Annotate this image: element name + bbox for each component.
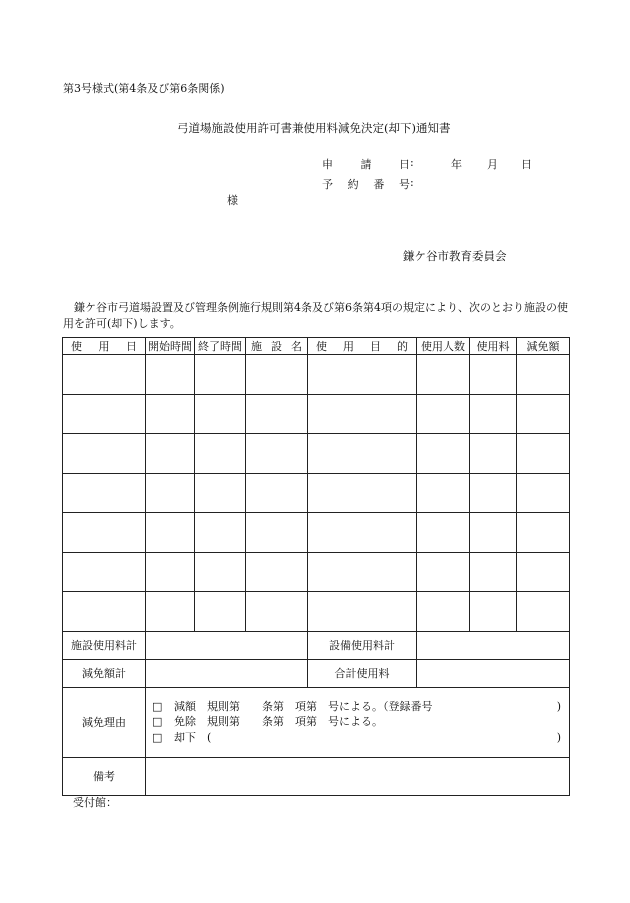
cell[interactable] — [195, 592, 246, 632]
remarks-field[interactable] — [146, 757, 570, 795]
header-purpose-char: 的 — [397, 340, 408, 353]
cell[interactable] — [308, 592, 417, 632]
cell[interactable] — [417, 552, 470, 592]
application-date-colon: : — [410, 156, 414, 169]
cell[interactable] — [470, 552, 517, 592]
reason-option-reduction[interactable] — [152, 699, 569, 715]
reason-close-paren — [551, 714, 569, 730]
cell[interactable] — [308, 394, 417, 434]
cell[interactable] — [246, 355, 308, 395]
reserve-char-4: 号 — [398, 178, 410, 191]
header-fee: 使用料 — [470, 338, 517, 355]
cell[interactable] — [63, 355, 146, 395]
facility-fee-total-field[interactable] — [146, 631, 308, 659]
cell[interactable] — [195, 473, 246, 513]
document-title: 弓道場施設使用許可書兼使用料減免決定(却下)通知書 — [177, 121, 451, 135]
reservation-number-label — [322, 176, 410, 192]
cell[interactable] — [470, 513, 517, 553]
cell[interactable] — [417, 394, 470, 434]
cell[interactable] — [195, 434, 246, 474]
header-people: 使用人数 — [417, 338, 470, 355]
reason-text: 免除 規則第 条第 項第 号による。 — [174, 715, 383, 729]
reduction-total-field[interactable] — [146, 659, 308, 687]
body-text: 鎌ケ谷市弓道場設置及び管理条例施行規則第4条及び第6条第4項の規定により、次のとおり施設の使用を許可(却下)します。 — [63, 301, 568, 330]
remarks-label: 備考 — [63, 757, 146, 795]
reserve-char-1: 予 — [322, 178, 333, 191]
cell[interactable] — [246, 513, 308, 553]
fee-total-row — [63, 631, 570, 659]
cell[interactable] — [63, 434, 146, 474]
cell[interactable] — [308, 513, 417, 553]
cell[interactable] — [63, 592, 146, 632]
cell[interactable] — [308, 434, 417, 474]
header-start-time: 開始時間 — [146, 338, 195, 355]
cell[interactable] — [63, 513, 146, 553]
cell[interactable] — [470, 394, 517, 434]
header-reduction: 減免額 — [517, 338, 570, 355]
table-row — [63, 394, 570, 434]
cell[interactable] — [308, 552, 417, 592]
table-row — [63, 355, 570, 395]
reason-text: 却下 ( — [174, 730, 212, 744]
reason-text: 減額 規則第 条第 項第 号による。（登録番号 — [174, 699, 433, 713]
reserve-char-2: 約 — [347, 178, 359, 191]
cell[interactable] — [470, 355, 517, 395]
date-month-label: 月 — [487, 158, 498, 171]
cell[interactable] — [417, 513, 470, 553]
cell[interactable] — [195, 552, 246, 592]
header-facility-char: 設 — [271, 340, 282, 353]
remarks-row — [63, 757, 570, 795]
cell[interactable] — [417, 473, 470, 513]
reduction-total-row — [63, 659, 570, 687]
cell[interactable] — [246, 394, 308, 434]
header-date — [63, 338, 146, 355]
cell[interactable] — [470, 434, 517, 474]
reason-close-paren: ) — [556, 730, 561, 744]
header-facility-char: 施 — [251, 340, 262, 353]
apply-char-2: 請 — [360, 158, 372, 171]
apply-char-3: 日 — [399, 158, 410, 171]
header-purpose — [308, 338, 417, 355]
header-date-char: 日 — [126, 340, 137, 353]
table-row — [63, 473, 570, 513]
header-end-time: 終了時間 — [195, 338, 246, 355]
header-facility — [246, 338, 308, 355]
cell[interactable] — [63, 394, 146, 434]
cell[interactable] — [308, 473, 417, 513]
cell[interactable] — [63, 552, 146, 592]
reservation-number-colon: : — [410, 176, 414, 189]
cell[interactable] — [470, 592, 517, 632]
cell[interactable] — [246, 473, 308, 513]
cell[interactable] — [308, 355, 417, 395]
header-purpose-char: 目 — [370, 340, 381, 353]
date-day-label: 日 — [521, 158, 532, 171]
grand-total-field[interactable] — [417, 659, 570, 687]
cell[interactable] — [517, 592, 570, 632]
issuer-name: 鎌ケ谷市教育委員会 — [403, 249, 507, 263]
reception-label: 受付館： — [73, 796, 117, 809]
reduction-reason-options — [146, 687, 570, 757]
cell[interactable] — [146, 592, 195, 632]
cell[interactable] — [517, 552, 570, 592]
header-purpose-char: 用 — [343, 340, 354, 353]
cell[interactable] — [517, 355, 570, 395]
reason-option-rejection[interactable] — [152, 730, 569, 746]
cell[interactable] — [517, 473, 570, 513]
checkbox[interactable]: □ — [152, 699, 163, 713]
equipment-fee-total-label: 設備使用料計 — [308, 631, 417, 659]
table-row — [63, 434, 570, 474]
grand-total-label: 合計使用料 — [308, 659, 417, 687]
application-date-label — [322, 156, 410, 172]
facility-fee-total-label: 施設使用料計 — [63, 631, 146, 659]
checkbox[interactable]: □ — [152, 715, 163, 729]
cell[interactable] — [246, 592, 308, 632]
cell[interactable] — [195, 355, 246, 395]
apply-char-1: 申 — [322, 158, 333, 171]
cell[interactable] — [246, 552, 308, 592]
cell[interactable] — [195, 394, 246, 434]
cell[interactable] — [146, 513, 195, 553]
reason-option-exemption[interactable] — [152, 714, 569, 730]
cell[interactable] — [517, 513, 570, 553]
reduction-total-label: 減免額計 — [63, 659, 146, 687]
table-row — [63, 513, 570, 553]
table-row — [63, 552, 570, 592]
cell[interactable] — [517, 434, 570, 474]
cell[interactable] — [146, 552, 195, 592]
cell[interactable] — [517, 394, 570, 434]
date-year-label: 年 — [451, 158, 462, 171]
form-number: 第3号様式(第4条及び第6条関係) — [63, 82, 225, 95]
equipment-fee-total-field[interactable] — [417, 631, 570, 659]
cell[interactable] — [417, 434, 470, 474]
cell[interactable] — [146, 394, 195, 434]
header-date-char: 使 — [71, 340, 82, 353]
cell[interactable] — [470, 473, 517, 513]
cell[interactable] — [146, 355, 195, 395]
recipient-honorific: 様 — [227, 194, 238, 207]
cell[interactable] — [417, 592, 470, 632]
cell[interactable] — [195, 513, 246, 553]
reserve-char-3: 番 — [373, 178, 385, 191]
reduction-reason-row — [63, 687, 570, 757]
header-date-char: 用 — [98, 340, 110, 353]
cell[interactable] — [63, 473, 146, 513]
header-purpose-char: 使 — [316, 340, 327, 353]
usage-table — [62, 337, 570, 796]
cell[interactable] — [417, 355, 470, 395]
cell[interactable] — [246, 434, 308, 474]
cell[interactable] — [146, 473, 195, 513]
reduction-reason-label: 減免理由 — [63, 687, 146, 757]
checkbox[interactable]: □ — [152, 730, 163, 744]
cell[interactable] — [146, 434, 195, 474]
header-facility-char: 名 — [291, 340, 302, 353]
table-row — [63, 592, 570, 632]
reason-close-paren: ) — [556, 699, 561, 713]
table-header-row — [63, 338, 570, 355]
